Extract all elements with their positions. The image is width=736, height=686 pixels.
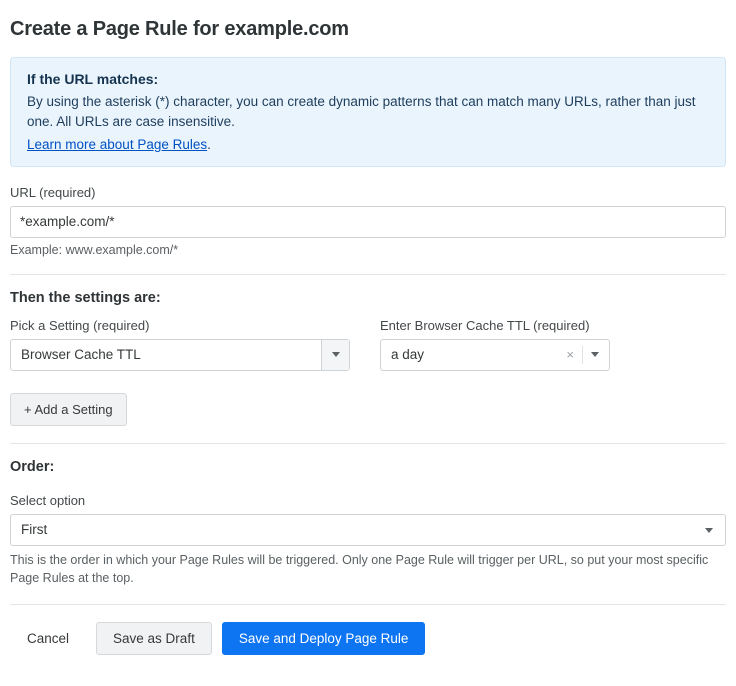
page-rule-form	[0, 10, 736, 686]
add-setting-button[interactable]: + Add a Setting	[10, 393, 127, 426]
learn-more-link[interactable]: Learn more about Page Rules	[27, 136, 208, 152]
url-input[interactable]	[10, 206, 726, 238]
setting-picker-column	[10, 318, 350, 371]
form-actions	[10, 622, 726, 656]
order-select-label: Select option	[10, 492, 86, 508]
settings-section-title: Then the settings are:	[10, 289, 161, 306]
order-section-title: Order:	[10, 458, 55, 475]
browser-cache-ttl-value: a day	[391, 347, 425, 362]
clear-icon[interactable]: ×	[566, 347, 574, 362]
page-title: Create a Page Rule for example.com	[10, 18, 349, 40]
chevron-down-icon[interactable]	[591, 352, 599, 357]
url-match-callout	[10, 57, 726, 167]
divider-settings	[10, 274, 726, 275]
order-select[interactable]	[10, 514, 726, 546]
setting-picker-label: Pick a Setting (required)	[10, 317, 150, 333]
callout-link-row	[27, 137, 709, 152]
setting-picker-caret-button[interactable]	[321, 340, 349, 370]
browser-cache-ttl-select[interactable]	[380, 339, 610, 371]
divider-buttons	[10, 604, 726, 605]
divider-order	[10, 443, 726, 444]
chevron-down-icon	[332, 352, 340, 357]
url-field-label: URL (required)	[10, 184, 96, 200]
setting-picker-value: Browser Cache TTL	[21, 347, 141, 362]
select-separator	[582, 346, 583, 364]
order-hint: This is the order in which your Page Rules will be triggered. Only one Page Rule will trigger per URL, so put your most specific Page Rules at the top.	[10, 552, 709, 585]
setting-row	[10, 318, 726, 371]
save-draft-button[interactable]: Save as Draft	[96, 622, 212, 656]
cancel-button[interactable]: Cancel	[10, 622, 86, 656]
save-deploy-button[interactable]: Save and Deploy Page Rule	[222, 622, 426, 656]
setting-value-label: Enter Browser Cache TTL (required)	[380, 317, 590, 333]
callout-text: By using the asterisk (*) character, you can create dynamic patterns that can match many URLs, rather than just one. All URLs are case insensitive.	[27, 94, 696, 130]
order-select-value: First	[21, 522, 48, 537]
url-hint: Example: www.example.com/*	[10, 242, 179, 257]
callout-title: If the URL matches:	[27, 71, 159, 87]
setting-picker-select[interactable]	[10, 339, 350, 371]
setting-value-column	[380, 318, 610, 371]
callout-link-period: .	[207, 136, 211, 152]
chevron-down-icon	[705, 528, 713, 533]
